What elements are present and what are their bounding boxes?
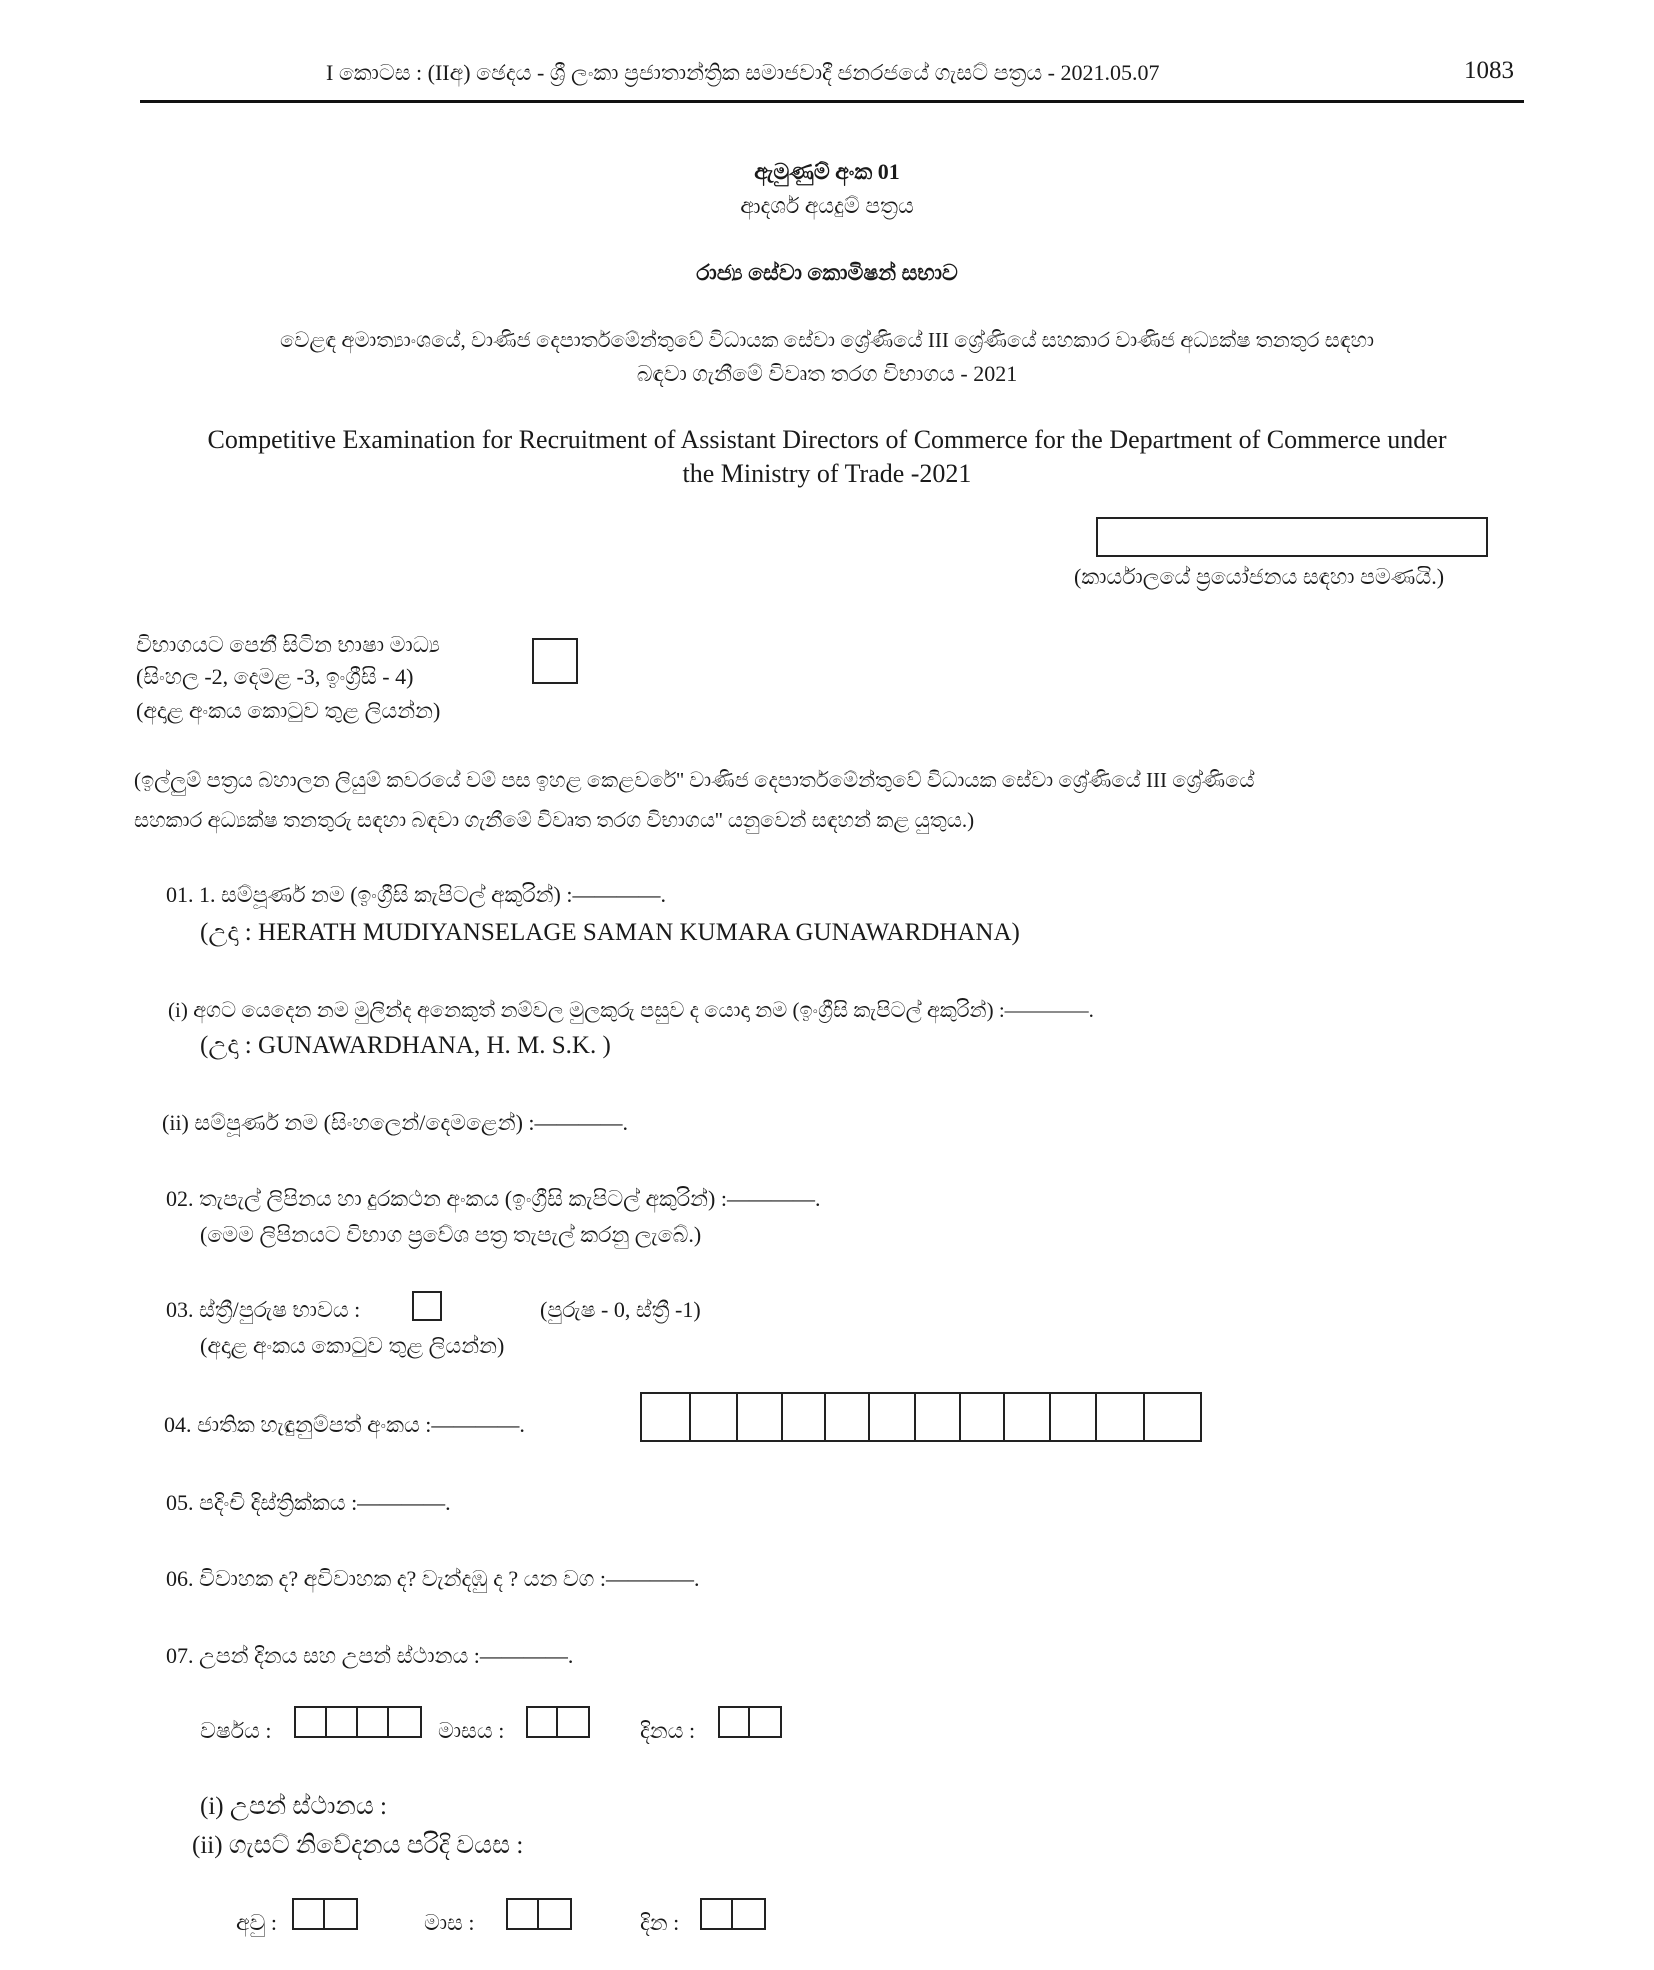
field-gender: 03. ස්ත්‍රී/පුරුෂ භාවය : [166, 1297, 361, 1322]
running-header: I කොටස : (IIඅ) ඡෙදය - ශ්‍රී ලංකා ප්‍රජාතාන්ත්‍රික සමාජවාදී ජනරජයේ ගැසට් පත්‍රය - 2021.05.07 [326, 60, 1160, 85]
nic-digit-box[interactable] [783, 1394, 826, 1440]
age-years-digit-box[interactable] [325, 1900, 356, 1928]
sinhala-title-line-1: වෙළඳ අමාත්‍යාංශයේ, වාණිජ දෙපාර්තමේන්තුවේ විධායක සේවා ශ්‍රේණියේ III ශ්‍රේණියේ සහකාර වාණිජ අධ්‍යක්ෂ තනතුර සඳහා [280, 328, 1374, 352]
field-nic-number: 04. ජාතික හැඳුනුම්පත් අංකය :————. [164, 1412, 525, 1437]
birth-day-boxes[interactable] [718, 1706, 782, 1738]
sinhala-title-line-2: බඳවා ගැනීමේ විවෘත තරග විභාගය - 2021 [636, 361, 1018, 386]
language-medium-label: විභාගයට පෙනී සිටින භාෂා මාධ්‍ය [136, 632, 440, 657]
age-days-digit-box[interactable] [702, 1900, 733, 1928]
form-subtitle: ආදර්ශ අයදුම් පත්‍රය [740, 193, 914, 218]
field-full-name-example: (උදා : HERATH MUDIYANSELAGE SAMAN KUMARA GUNAWARDHANA) [200, 919, 1020, 946]
birth-year-boxes[interactable] [294, 1706, 422, 1738]
field-name-with-initials-example: (උදා : GUNAWARDHANA, H. M. S.K. ) [200, 1032, 611, 1059]
annex-number: ඇමුණුම් අංක 01 [754, 159, 900, 184]
age-years-label: අවු : [236, 1910, 277, 1935]
day-digit-box[interactable] [720, 1708, 750, 1736]
office-use-label: (කාර්යාලයේ ප්‍රයෝජනය සඳහා පමණයි.) [1074, 564, 1445, 589]
nic-digit-box[interactable] [1145, 1394, 1200, 1440]
age-years-digit-box[interactable] [294, 1900, 325, 1928]
age-months-digit-box[interactable] [539, 1900, 570, 1928]
nic-digit-box[interactable] [691, 1394, 739, 1440]
language-medium-codes: (සිංහල -2, දෙමළ -3, ඉංග්‍රීසි - 4) [136, 664, 414, 689]
nic-digit-box[interactable] [1005, 1394, 1051, 1440]
language-medium-box[interactable] [532, 638, 578, 684]
nic-digit-box[interactable] [738, 1394, 783, 1440]
gender-codes: (පුරුෂ - 0, ස්ත්‍රී -1) [540, 1297, 701, 1322]
nic-digit-box[interactable] [1051, 1394, 1097, 1440]
envelope-note-line-2: සහකාර අධ්‍යක්ෂ තනතුරු සඳහා බඳවා ගැනීමේ විවෘත තරග විභාගය'' යනුවෙන් සඳහන් කළ යුතුය.) [134, 808, 975, 832]
envelope-note-line-1: (ඉල්ලුම් පත්‍රය බහාලන ලියුම් කවරයේ වම් පස ඉහළ කෙළවරේ'' වාණිජ දෙපාර්තමේන්තුවේ විධායක සේවා ශ්‍රේණියේ III ශ්‍රේණියේ [134, 768, 1255, 792]
birthplace-label: (i) උපන් ස්ථානය : [200, 1793, 387, 1820]
year-digit-box[interactable] [389, 1708, 420, 1736]
nic-digit-box[interactable] [642, 1394, 691, 1440]
nic-digit-box[interactable] [826, 1394, 871, 1440]
field-postal-address-note: (මෙම ලිපිනයට විභාග ප්‍රවේශ පත්‍ර තැපැල් කරනු ලැබේ.) [200, 1222, 702, 1247]
birth-day-label: දිනය : [640, 1718, 696, 1743]
gender-note: (අදාළ අංකය කොටුව තුළ ලියන්න) [200, 1333, 505, 1358]
english-title-line-1: Competitive Examination for Recruitment of Assistant Directors of Commerce for the Department of Commerce under [207, 425, 1447, 454]
field-birth-date-place: 07. උපන් දිනය සහ උපන් ස්ථානය :————. [166, 1643, 574, 1668]
nic-digit-box[interactable] [961, 1394, 1006, 1440]
english-title-line-2: the Ministry of Trade -2021 [682, 459, 972, 488]
gender-box[interactable] [412, 1291, 442, 1321]
field-civil-status: 06. විවාහක ද? අවිවාහක ද? වැන්දඹු ද ? යන වග :————. [166, 1566, 700, 1591]
nic-digit-box[interactable] [916, 1394, 961, 1440]
field-full-name-english: 01. 1. සම්පූර්ණ නම (ඉංග්‍රීසි කැපිටල් අකුරින්) :————. [166, 882, 666, 907]
page-number: 1083 [1464, 57, 1514, 84]
nic-number-boxes[interactable] [640, 1392, 1202, 1442]
year-digit-box[interactable] [296, 1708, 327, 1736]
age-months-boxes[interactable] [506, 1898, 572, 1930]
age-months-label: මාස : [424, 1910, 475, 1935]
field-district: 05. පදිංචි දිස්ත්‍රික්කය :————. [166, 1490, 451, 1515]
day-digit-box[interactable] [750, 1708, 780, 1736]
nic-digit-box[interactable] [1097, 1394, 1146, 1440]
office-use-box[interactable] [1096, 517, 1488, 557]
field-full-name-sinhala-tamil: (ii) සම්පූර්ණ නම (සිංහලෙන්/දෙමළෙන්) :————. [162, 1110, 629, 1135]
birth-month-boxes[interactable] [526, 1706, 590, 1738]
year-digit-box[interactable] [327, 1708, 358, 1736]
field-postal-address: 02. තැපැල් ලිපිනය හා දුරකථන අංකය (ඉංග්‍රීසි කැපිටල් අකුරින්) :————. [166, 1186, 821, 1211]
nic-digit-box[interactable] [870, 1394, 916, 1440]
age-heading: (ii) ගැසට් නිවේදනය පරිදි වයස : [192, 1832, 524, 1859]
age-days-label: දින : [640, 1910, 680, 1935]
year-digit-box[interactable] [358, 1708, 389, 1736]
commission-name: රාජ්‍ය සේවා කොමිෂන් සභාව [696, 260, 958, 285]
header-rule [140, 100, 1524, 103]
age-days-boxes[interactable] [700, 1898, 766, 1930]
birth-year-label: වර්ෂය : [200, 1718, 272, 1743]
age-months-digit-box[interactable] [508, 1900, 539, 1928]
month-digit-box[interactable] [528, 1708, 558, 1736]
field-name-with-initials: (i) අගට යෙදෙන නම මුලින්ද අනෙකුත් නම්වල මුලකුරු පසුව ද යොදා නම (ඉංග්‍රීසි කැපිටල් අකුරින්) :————. [168, 998, 1094, 1022]
birth-month-label: මාසය : [438, 1718, 505, 1743]
age-years-boxes[interactable] [292, 1898, 358, 1930]
month-digit-box[interactable] [558, 1708, 588, 1736]
language-medium-note: (අදාළ අංකය කොටුව තුළ ලියන්න) [136, 698, 441, 723]
age-days-digit-box[interactable] [733, 1900, 764, 1928]
